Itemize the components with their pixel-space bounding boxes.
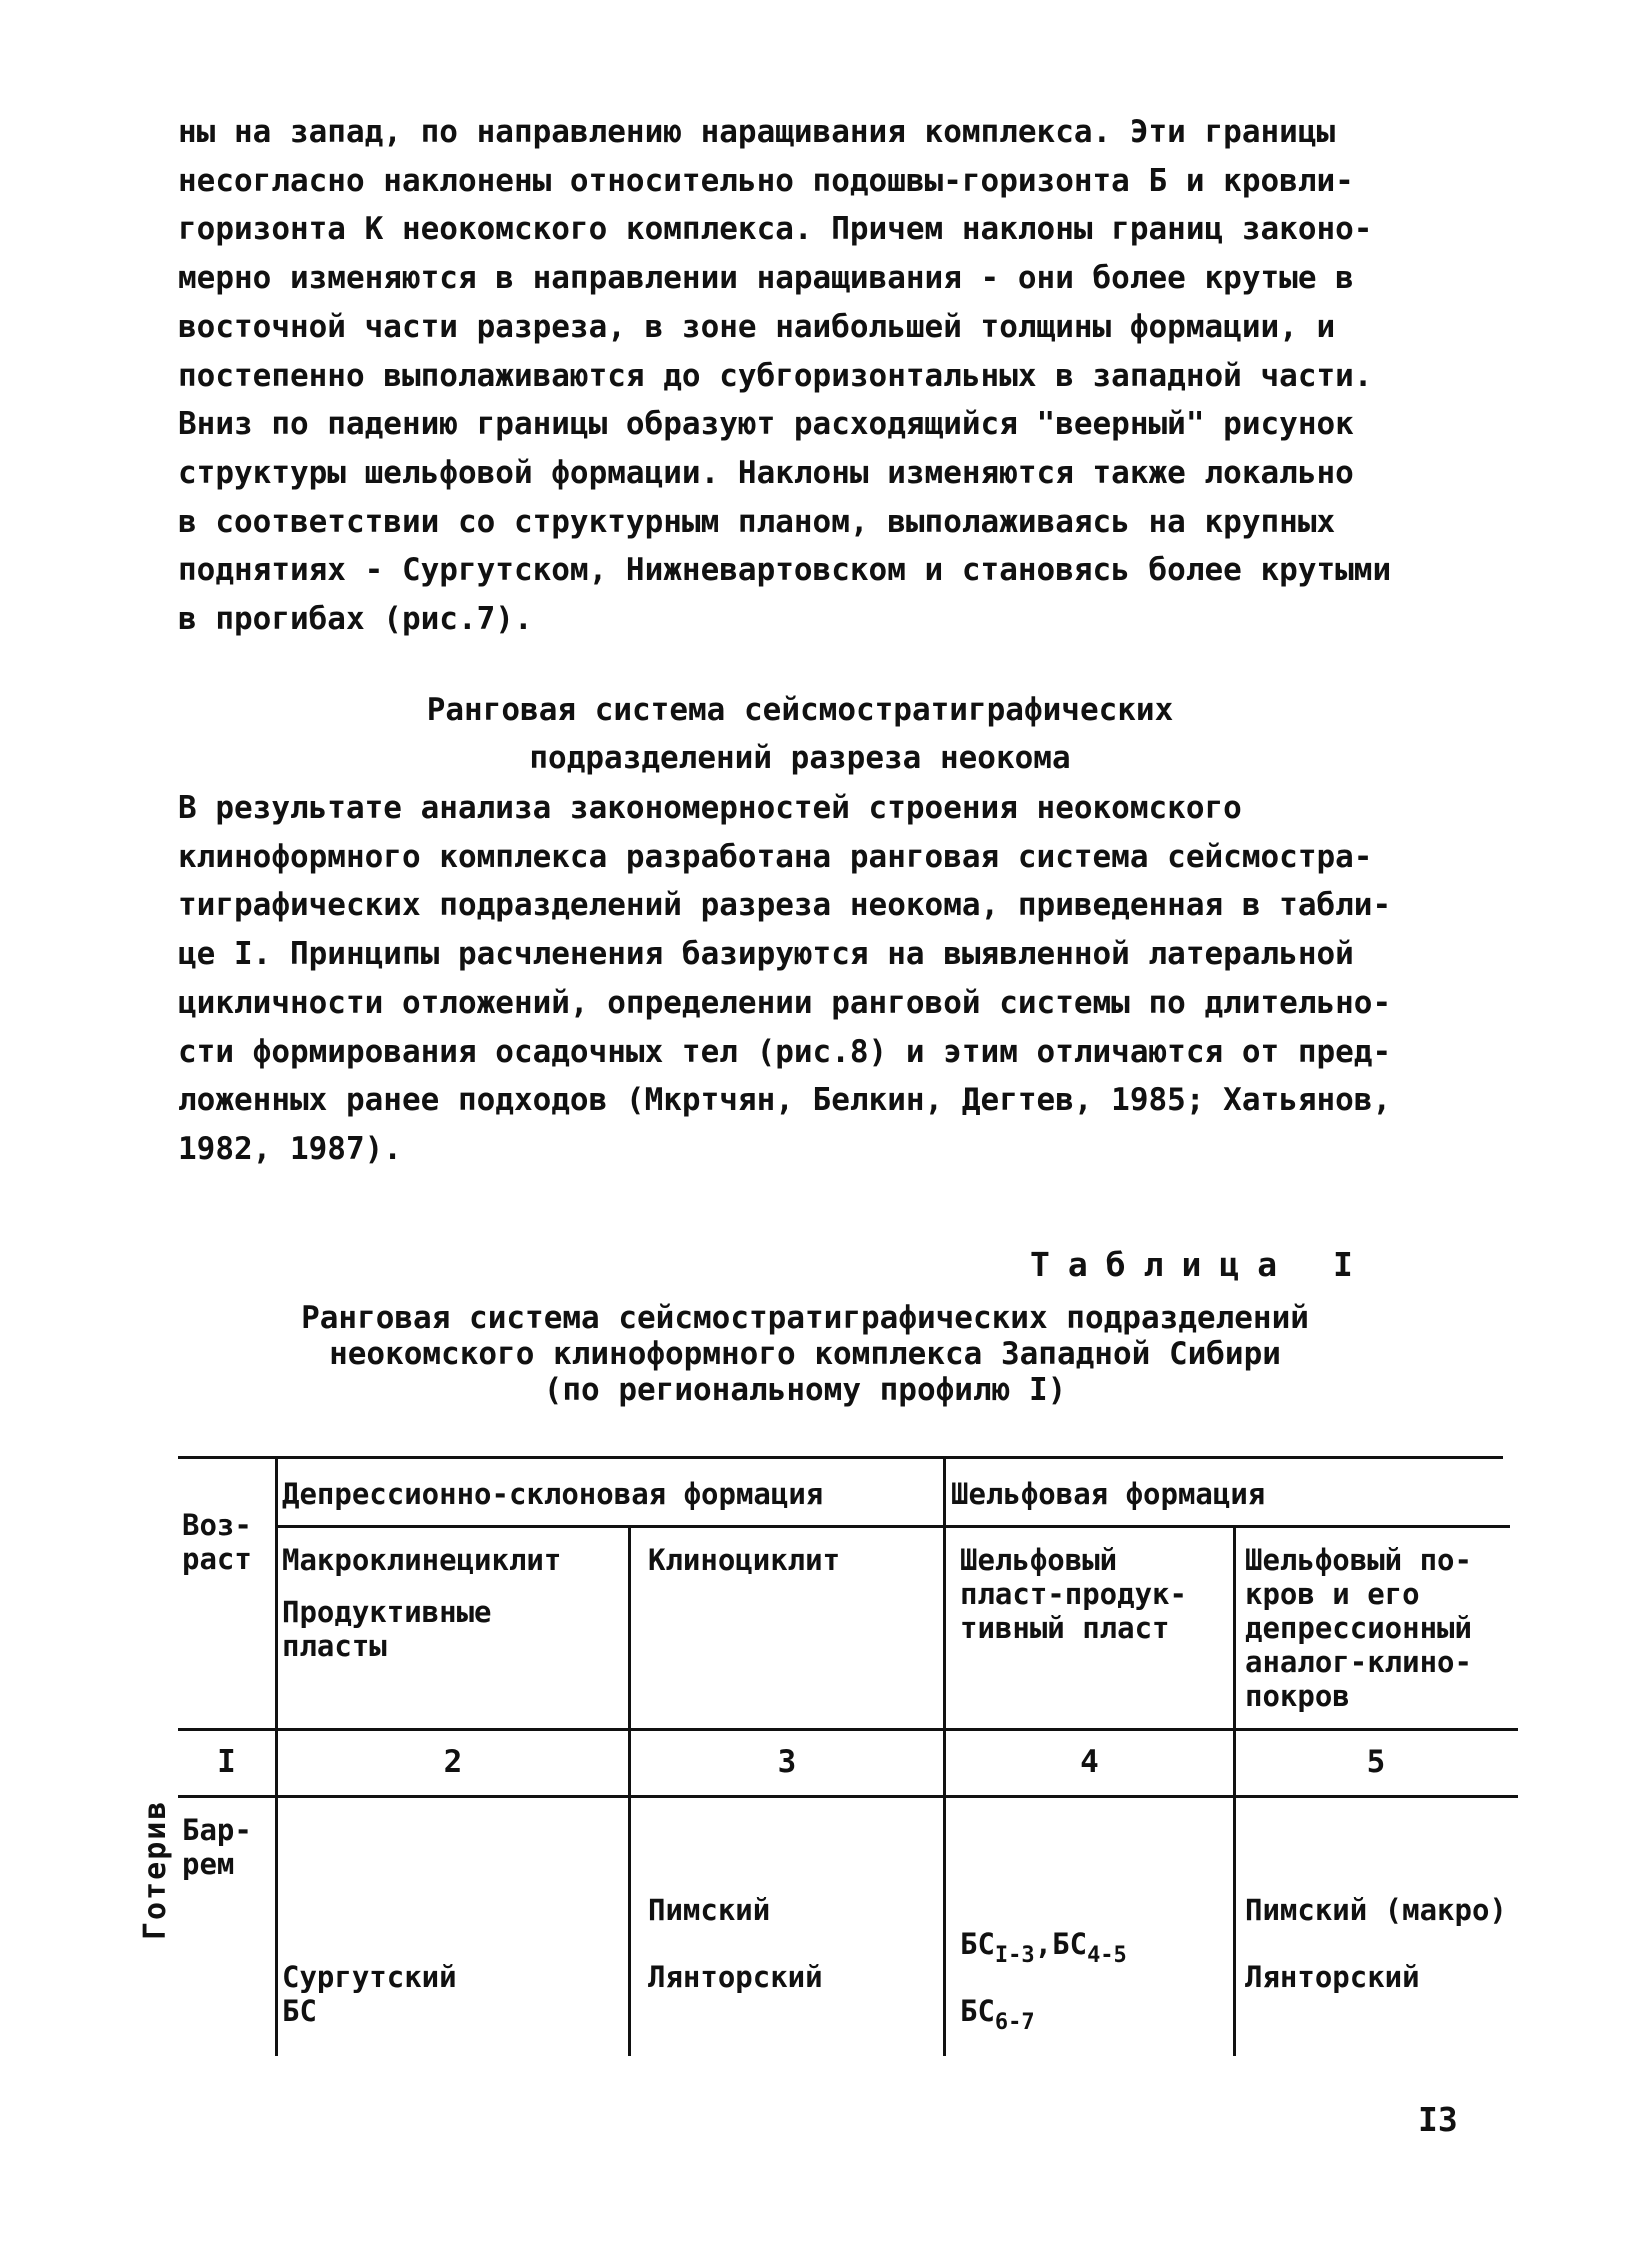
col4-row1-b: ,БС (1034, 1927, 1088, 1961)
col4-row1-b-sub: 4-5 (1087, 1943, 1127, 1968)
group-divider-rule (275, 1525, 1510, 1528)
age-goteriv: Готерив (138, 1799, 173, 1940)
col-number-5: 5 (1366, 1744, 1386, 1780)
group-depressional-header: Депрессионно-склоновая формация (282, 1477, 824, 1511)
paragraph-rank-system: В результате анализа закономерностей строения неокомского клиноформного комплекса разработана ранговая система сейсмостра- тиграфических подразделений разреза неокома, приведенная в табли- це I. Принципы расчленения базируются на выявленной латеральной цикличности отложений, определении ранговой системы по длительно- сти формирования осадочных тел (рис.8) и этим отличаются от пред- ложенных ранее подходов (Мкртчян, Белкин, Дегтев, 1985; Хатьянов, 1982, 1987). (178, 790, 1392, 1167)
page-number: I3 (1418, 2100, 1458, 2139)
col2-subheader: Продуктивные пласты (282, 1595, 492, 1663)
group-shelf-header: Шельфовая формация (951, 1477, 1266, 1511)
col2-value: Сургутский БС (282, 1960, 457, 2028)
col5-row1: Пимский (макро) (1245, 1893, 1507, 1927)
col3-row1: Пимский (648, 1893, 771, 1927)
age-header: Воз- раст (182, 1508, 252, 1576)
col5-row2: Лянторский (1245, 1960, 1420, 1994)
col4-row1-a-sub: I-3 (994, 1943, 1035, 1968)
col-number-2: 2 (443, 1744, 463, 1780)
col4-row2 (960, 1960, 1035, 2040)
col4-row2-main: БС (960, 1994, 995, 2028)
col-number-3: 3 (777, 1744, 797, 1780)
col-rule-4 (1233, 1528, 1236, 2056)
col4-row2-sub: 6-7 (994, 2010, 1035, 2035)
col4-header: Шельфовый пласт-продук- тивный пласт (960, 1543, 1187, 1645)
table-label: Таблица I (1030, 1245, 1371, 1284)
col2-header: Макроклинециклит (282, 1543, 562, 1577)
age-barrem: Бар- рем (182, 1813, 252, 1881)
header-bottom-rule (178, 1728, 1518, 1731)
section-heading: Ранговая система сейсмостратиграфических подразделений разреза неокома (426, 692, 1174, 776)
col3-row2: Лянторский (648, 1960, 823, 1994)
col-number-1: I (217, 1744, 236, 1780)
col3-header: Клиноциклит (648, 1543, 841, 1577)
numbers-bottom-rule (178, 1795, 1518, 1798)
col-number-4: 4 (1080, 1744, 1099, 1780)
col5-header: Шельфовый по- кров и его депрессионный аналог-клино- покров (1245, 1543, 1472, 1713)
col-rule-2 (628, 1528, 631, 2056)
table-top-rule (178, 1456, 1503, 1459)
table-caption: Ранговая система сейсмостратиграфических подразделений неокомского клиноформного комплекса Западной Сибири (по региональному профилю I) (301, 1300, 1309, 1408)
col4-row1-a: БС (960, 1927, 995, 1961)
paragraph-continuation: ны на запад, по направлению наращивания комплекса. Эти границы несогласно наклонены относительно подошвы-горизонта Б и кровли- горизонта К неокомского комплекса. Причем наклоны границ законо- мерно изменяются в направлении наращивания - они более крутые в восточной части разреза, в зоне наибольшей толщины формации, и постепенно выполаживаются до субгоризонтальных в западной части. Вниз по падению границы образуют расходящийся "веерный" рисунок структуры шельфовой формации. Наклоны изменяются также локально в соответствии со структурным планом, выполаживаясь на крупных поднятиях - Сургутском, Нижневартовском и становясь более крутыми в прогибах (рис.7). (178, 114, 1392, 638)
